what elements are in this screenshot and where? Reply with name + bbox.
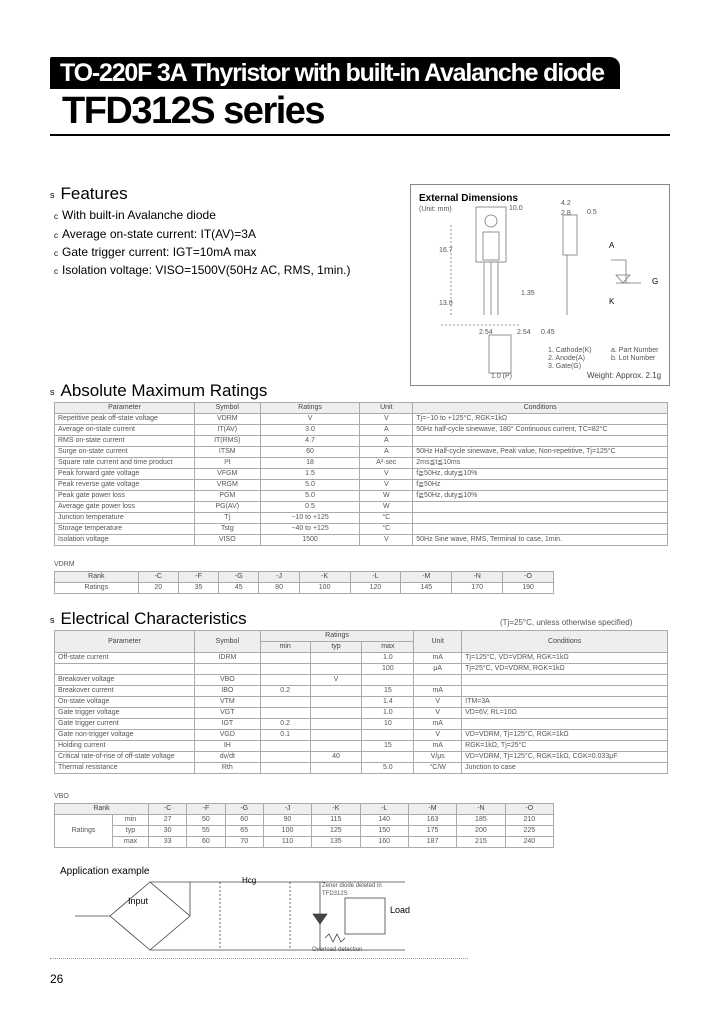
table-cell <box>194 664 260 675</box>
table-cell: Rank <box>55 572 139 583</box>
table-cell: 200 <box>457 826 505 837</box>
table-cell: -J <box>263 804 311 815</box>
table-cell: 125 <box>312 826 360 837</box>
table-cell: max <box>113 837 149 848</box>
table-cell: Storage temperature <box>55 524 195 535</box>
table-row <box>55 447 668 458</box>
table-row <box>55 524 668 535</box>
table-cell: -C <box>138 572 178 583</box>
table-subheader-row: min typ max <box>55 642 668 653</box>
table-cell <box>260 752 310 763</box>
table-cell <box>310 741 362 752</box>
table-cell: 50Hz half-cycle sinewave, 180° Continuous current, TC=82°C <box>413 425 668 436</box>
table-cell: mA <box>414 719 462 730</box>
table-cell: VDRM <box>194 414 260 425</box>
table-cell: 27 <box>149 815 187 826</box>
hcg-label: Hcg <box>242 876 257 885</box>
table-cell: VBO <box>194 675 260 686</box>
table-cell: 100 <box>263 826 311 837</box>
table-cell: Tj=25°C, VD=VDRM, RGK=1kΩ <box>462 664 668 675</box>
table-cell: Gate trigger voltage <box>55 708 195 719</box>
table-cell: VGT <box>194 708 260 719</box>
table-cell: typ <box>113 826 149 837</box>
table-cell: 175 <box>408 826 456 837</box>
table-cell: V <box>360 469 413 480</box>
table-row <box>55 425 668 436</box>
table-cell: A <box>360 436 413 447</box>
table-cell <box>260 664 310 675</box>
table-row <box>55 741 668 752</box>
table-cell: IT(AV) <box>194 425 260 436</box>
table-cell: V <box>360 414 413 425</box>
table-cell: 210 <box>505 815 553 826</box>
mounting-hole <box>485 215 497 227</box>
section-bullet-icon: s <box>50 386 55 397</box>
table-row <box>55 752 668 763</box>
series-title: TFD312S series <box>62 90 325 132</box>
table-cell: 1.0 <box>362 653 414 664</box>
table-row <box>55 414 668 425</box>
pin-label: 3. Gate(G) <box>548 363 582 370</box>
table-cell <box>413 436 668 447</box>
table-cell: V <box>360 535 413 546</box>
absolute-max-table <box>54 402 668 546</box>
table-cell: 160 <box>360 837 408 848</box>
table-cell <box>260 675 310 686</box>
table-cell: Junction temperature <box>55 513 195 524</box>
dim-label: 1.0 (P) <box>491 373 513 380</box>
table-cell: 18 <box>260 458 360 469</box>
weight-note: Weight: Approx. 2.1g <box>587 371 662 380</box>
table-cell <box>310 686 362 697</box>
table-cell: Peak forward gate voltage <box>55 469 195 480</box>
table-cell: V/μs <box>414 752 462 763</box>
table-cell: 60 <box>225 815 263 826</box>
table-cell: 145 <box>401 583 452 594</box>
table-row <box>55 436 668 447</box>
table-cell: 135 <box>312 837 360 848</box>
table-cell: -G <box>219 572 259 583</box>
table-cell: 2ms≦t≦10ms <box>413 458 668 469</box>
table-cell: 65 <box>225 826 263 837</box>
table-cell: 60 <box>187 837 225 848</box>
table-cell <box>413 502 668 513</box>
table-cell: Ratings <box>55 583 139 594</box>
table-cell: W <box>360 502 413 513</box>
table-cell: 187 <box>408 837 456 848</box>
table-cell: VFGM <box>194 469 260 480</box>
feature-item: c Average on-state current: IT(AV)=3A <box>54 227 256 241</box>
table-cell <box>260 697 310 708</box>
dim-label: 2.8 <box>561 210 571 217</box>
table-cell: f≧50Hz, duty≦10% <box>413 491 668 502</box>
table-cell <box>260 763 310 774</box>
dim-label: 0.45 <box>541 329 555 336</box>
table-cell: 163 <box>408 815 456 826</box>
table-cell: 170 <box>452 583 503 594</box>
table-cell: Average gate power loss <box>55 502 195 513</box>
table-cell: Tstg <box>194 524 260 535</box>
table-cell: Peak gate power loss <box>55 491 195 502</box>
terminal-label: G <box>652 277 659 286</box>
table-cell: IDRM <box>194 653 260 664</box>
table-cell: f≧50Hz <box>413 480 668 491</box>
absolute-max-heading: s Absolute Maximum Ratings <box>50 381 268 400</box>
vbo-rank-table <box>54 803 554 848</box>
table-cell: 115 <box>312 815 360 826</box>
table-row <box>55 535 668 546</box>
table-cell: 35 <box>178 583 218 594</box>
feature-item: c Gate trigger current: IGT=10mA max <box>54 245 257 259</box>
table-row <box>55 815 554 826</box>
table-cell: A²·sec <box>360 458 413 469</box>
table-cell <box>414 675 462 686</box>
table-cell <box>55 664 195 675</box>
table-cell: IGT <box>194 719 260 730</box>
table-cell: On-state voltage <box>55 697 195 708</box>
table-cell: -L <box>360 804 408 815</box>
table-cell: Square rate current and time product <box>55 458 195 469</box>
table-row <box>55 763 668 774</box>
table-cell: -F <box>187 804 225 815</box>
table-cell: Tj <box>194 513 260 524</box>
table-cell: Holding current <box>55 741 195 752</box>
table-cell: V <box>360 480 413 491</box>
table-row <box>55 708 668 719</box>
table-cell: -F <box>178 572 218 583</box>
table-cell: 5.0 <box>260 491 360 502</box>
table-cell: -M <box>408 804 456 815</box>
table-cell: Gate trigger current <box>55 719 195 730</box>
table-cell: Rth <box>194 763 260 774</box>
table-cell: Thermal resistance <box>55 763 195 774</box>
table-row <box>55 837 554 848</box>
table-cell: μA <box>414 664 462 675</box>
table-cell: Gate non-trigger voltage <box>55 730 195 741</box>
table-cell: -J <box>259 572 299 583</box>
table-row <box>55 697 668 708</box>
table-cell: 3.0 <box>260 425 360 436</box>
table-cell <box>310 708 362 719</box>
external-dimensions-panel <box>410 184 670 386</box>
table-cell: V <box>414 708 462 719</box>
table-cell: A <box>360 447 413 458</box>
table-cell: °C <box>360 513 413 524</box>
pin-label: 2. Anode(A) <box>548 355 585 362</box>
table-cell <box>260 741 310 752</box>
table-header-row <box>55 572 554 583</box>
table-row <box>55 653 668 664</box>
bridge-rectifier <box>110 882 190 950</box>
table-cell: Surge on-state current <box>55 447 195 458</box>
table-cell: °C/W <box>414 763 462 774</box>
table-cell: VISO <box>194 535 260 546</box>
table-cell: 33 <box>149 837 187 848</box>
table-cell: 15 <box>362 686 414 697</box>
table-cell <box>462 675 668 686</box>
table-cell: f≧50Hz, duty≦10% <box>413 469 668 480</box>
table-cell <box>413 513 668 524</box>
table-cell <box>310 664 362 675</box>
dim-label: 2.54 <box>517 329 531 336</box>
table-cell: -N <box>452 572 503 583</box>
table-cell <box>310 763 362 774</box>
table-cell: 20 <box>138 583 178 594</box>
table-cell: Repetitive peak off-state voltage <box>55 414 195 425</box>
header-divider <box>50 134 670 136</box>
table-cell: 185 <box>457 815 505 826</box>
electrical-table <box>54 630 668 774</box>
table-cell: 45 <box>219 583 259 594</box>
table-row <box>55 458 668 469</box>
table-cell: PG(AV) <box>194 502 260 513</box>
zener-note: Zener diode deleted in TFD312S <box>322 883 382 897</box>
table-cell <box>310 719 362 730</box>
table-cell: 150 <box>360 826 408 837</box>
table-cell: mA <box>414 741 462 752</box>
table-cell: Ratings <box>55 815 113 848</box>
dim-label: 4.2 <box>561 200 571 207</box>
table-cell: -K <box>299 572 350 583</box>
table-cell: 100 <box>299 583 350 594</box>
table-cell <box>310 730 362 741</box>
table-row <box>55 719 668 730</box>
table-cell: Breakover voltage <box>55 675 195 686</box>
table-cell: mA <box>414 686 462 697</box>
bullet-icon: c <box>54 212 58 221</box>
table-cell: 40 <box>310 752 362 763</box>
table-cell: −10 to +125 <box>260 513 360 524</box>
table-cell: 50Hz Half-cycle sinewave, Peak value, Non-repetitive, Tj=125°C <box>413 447 668 458</box>
table-row <box>55 730 668 741</box>
bullet-icon: c <box>54 267 58 276</box>
table-cell <box>310 653 362 664</box>
table-cell: I²t <box>194 458 260 469</box>
title-bar <box>50 57 620 89</box>
table-cell: 225 <box>505 826 553 837</box>
table-row <box>55 480 668 491</box>
application-divider <box>50 958 468 959</box>
table-cell: min <box>113 815 149 826</box>
bullet-icon: c <box>54 249 58 258</box>
table-cell: VTM <box>194 697 260 708</box>
table-cell: 15 <box>362 741 414 752</box>
table-cell: VD=VDRM, Tj=125°C, RGK=1kΩ <box>462 730 668 741</box>
table-cell: 10 <box>362 719 414 730</box>
table-cell: Isolation voltage <box>55 535 195 546</box>
vbo-rank-label: VBO <box>54 793 69 800</box>
pin-label: 1. Cathode(K) <box>548 347 592 354</box>
table-cell: V <box>414 697 462 708</box>
table-cell: -O <box>503 572 554 583</box>
dim-label: 1.35 <box>521 290 535 297</box>
table-cell <box>362 730 414 741</box>
table-cell <box>362 675 414 686</box>
table-cell: 1.5 <box>260 469 360 480</box>
table-cell: ITSM <box>194 447 260 458</box>
table-cell: VGD <box>194 730 260 741</box>
table-cell: Breakover current <box>55 686 195 697</box>
table-cell: Average on-state current <box>55 425 195 436</box>
table-row <box>55 675 668 686</box>
dimensions-title: External Dimensions <box>419 193 518 204</box>
table-row <box>55 513 668 524</box>
table-cell: Tj=−10 to +125°C, RGK=1kΩ <box>413 414 668 425</box>
table-cell: 0.2 <box>260 686 310 697</box>
table-cell: 0.1 <box>260 730 310 741</box>
table-cell: 120 <box>350 583 401 594</box>
table-cell: RMS on-state current <box>55 436 195 447</box>
table-header-row: Parameter Symbol Ratings Unit Conditions <box>55 631 668 642</box>
table-cell: -L <box>350 572 401 583</box>
table-row <box>55 686 668 697</box>
table-cell <box>260 708 310 719</box>
electrical-heading: s Electrical Characteristics <box>50 609 247 628</box>
table-cell: 140 <box>360 815 408 826</box>
table-cell: 50 <box>187 815 225 826</box>
table-cell: Junction to case <box>462 763 668 774</box>
table-cell: W <box>360 491 413 502</box>
table-cell <box>362 752 414 763</box>
package-body-front <box>563 215 577 255</box>
table-cell: °C <box>360 524 413 535</box>
table-cell: −40 to +125 <box>260 524 360 535</box>
table-cell: 5.0 <box>260 480 360 491</box>
application-heading: Application example <box>60 866 150 877</box>
table-row <box>55 826 554 837</box>
table-cell: 90 <box>263 815 311 826</box>
table-cell: 55 <box>187 826 225 837</box>
table-cell: mA <box>414 653 462 664</box>
table-cell: Peak reverse gate voltage <box>55 480 195 491</box>
bullet-icon: c <box>54 231 58 240</box>
table-cell: IBO <box>194 686 260 697</box>
table-cell: IT(RMS) <box>194 436 260 447</box>
table-cell: 240 <box>505 837 553 848</box>
table-cell: 60 <box>260 447 360 458</box>
section-bullet-icon: s <box>50 614 55 625</box>
table-row <box>55 491 668 502</box>
table-cell: -C <box>149 804 187 815</box>
table-cell: 100 <box>362 664 414 675</box>
document-title: TO-220F 3A Thyristor with built-in Avalanche diode <box>60 59 604 87</box>
load-box <box>345 898 385 934</box>
table-cell: A <box>360 425 413 436</box>
table-cell: 4.7 <box>260 436 360 447</box>
table-cell: 0.5 <box>260 502 360 513</box>
table-cell: IH <box>194 741 260 752</box>
package-window <box>483 232 499 260</box>
table-cell: VD=VDRM, Tj=125°C, RGK=1kΩ, CGK=0.033μF <box>462 752 668 763</box>
table-cell: ITM=3A <box>462 697 668 708</box>
table-cell: -O <box>505 804 553 815</box>
section-bullet-icon: s <box>50 189 55 200</box>
vdrm-rank-label: VDRM <box>54 561 75 568</box>
input-label: Input <box>128 896 149 906</box>
table-cell <box>260 653 310 664</box>
table-cell: 50Hz Sine wave, RMS, Terminal to case, 1min. <box>413 535 668 546</box>
dim-label: 16.7 <box>439 247 453 254</box>
electrical-note: (Tj=25°C, unless otherwise specified) <box>500 618 633 627</box>
table-cell: Tj=125°C, VD=VDRM, RGK=1kΩ <box>462 653 668 664</box>
gate-resistor <box>325 934 345 942</box>
terminal-label: K <box>609 297 615 306</box>
dim-label: 10.0 <box>509 205 523 212</box>
pin-label: a. Part Number <box>611 347 659 354</box>
table-cell <box>462 686 668 697</box>
table-cell: V <box>310 675 362 686</box>
table-cell: -G <box>225 804 263 815</box>
table-cell: -M <box>401 572 452 583</box>
table-cell: 30 <box>149 826 187 837</box>
table-cell: V <box>260 414 360 425</box>
table-cell: -K <box>312 804 360 815</box>
feature-item: c With built-in Avalanche diode <box>54 208 216 222</box>
pin-view <box>489 335 511 373</box>
table-cell: 190 <box>503 583 554 594</box>
detection-note: Overload detection <box>312 947 363 953</box>
table-row <box>55 583 554 594</box>
dim-label: 2.54 <box>479 329 493 336</box>
table-cell <box>310 697 362 708</box>
table-cell: 70 <box>225 837 263 848</box>
table-cell: Off-state current <box>55 653 195 664</box>
dim-label: 13.0 <box>439 300 453 307</box>
table-header-row <box>55 804 554 815</box>
table-cell: 110 <box>263 837 311 848</box>
table-cell: VRGM <box>194 480 260 491</box>
table-row <box>55 502 668 513</box>
page-number: 26 <box>50 972 64 986</box>
table-cell <box>462 719 668 730</box>
load-label: Load <box>390 905 411 915</box>
table-cell: dv/dt <box>194 752 260 763</box>
table-header-row: Parameter Symbol Ratings Unit Conditions <box>55 403 668 414</box>
table-cell: RGK=1kΩ, Tj=25°C <box>462 741 668 752</box>
table-cell: 1.4 <box>362 697 414 708</box>
table-cell: 80 <box>259 583 299 594</box>
terminal-label: A <box>609 241 615 250</box>
vdrm-rank-table <box>54 571 554 594</box>
table-cell: PGM <box>194 491 260 502</box>
table-cell: VD=6V, RL=10Ω <box>462 708 668 719</box>
application-circuit <box>55 876 475 956</box>
table-cell: 1500 <box>260 535 360 546</box>
table-cell: 215 <box>457 837 505 848</box>
table-cell: Critical rate-of-rise of off-state voltage <box>55 752 195 763</box>
dim-label: 0.5 <box>587 209 597 216</box>
table-cell: 5.0 <box>362 763 414 774</box>
pin-label: b. Lot Number <box>611 355 656 362</box>
table-cell: -N <box>457 804 505 815</box>
table-cell <box>413 524 668 535</box>
table-row <box>55 664 668 675</box>
table-cell: 0.2 <box>260 719 310 730</box>
table-cell: V <box>414 730 462 741</box>
dimensions-unit: (Unit: mm) <box>419 206 452 213</box>
features-heading: s Features <box>50 184 128 203</box>
table-cell: Rank <box>55 804 149 815</box>
table-cell: 1.0 <box>362 708 414 719</box>
feature-item: c Isolation voltage: VISO=1500V(50Hz AC, RMS, 1min.) <box>54 263 351 277</box>
table-row <box>55 469 668 480</box>
